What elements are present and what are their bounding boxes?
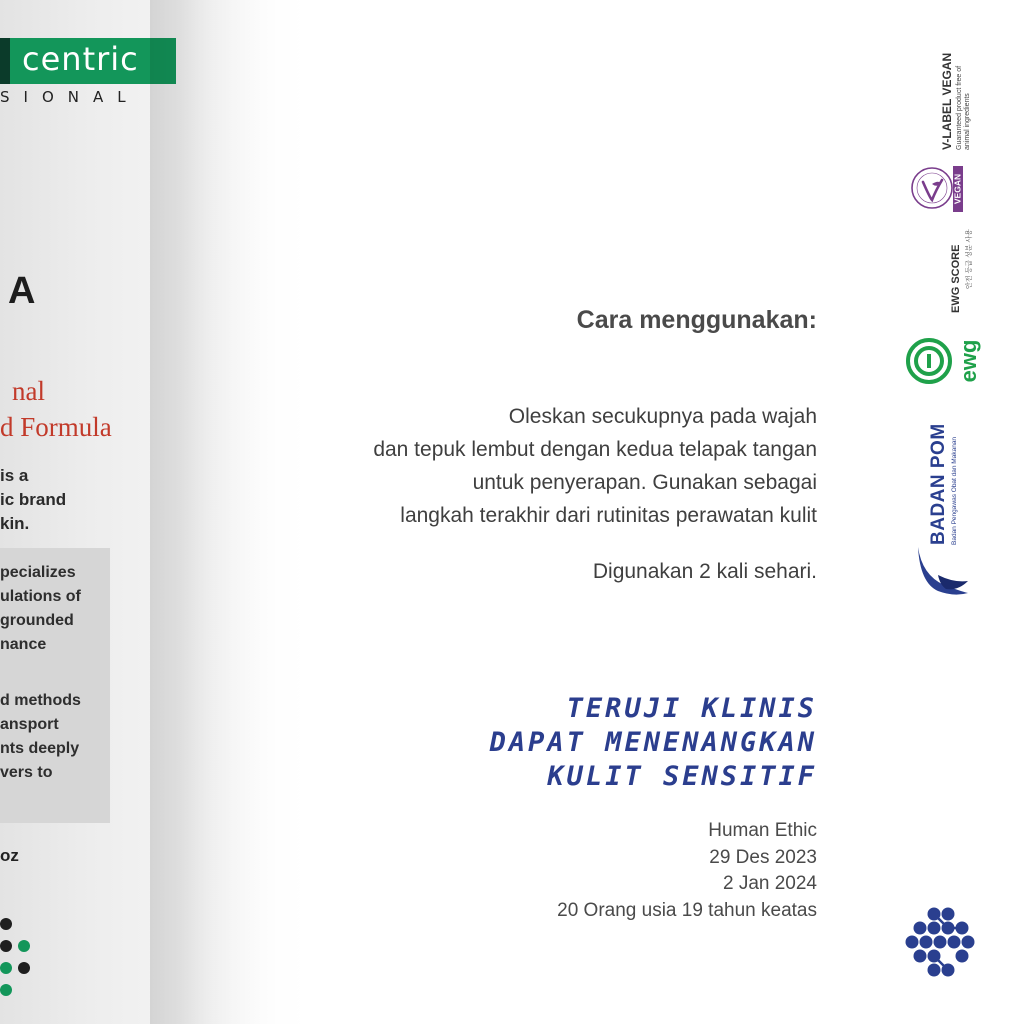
tube-red-line: d Formula xyxy=(0,412,112,442)
tube-red-line: nal xyxy=(12,376,45,406)
clinical-claim-line: DAPAT MENENANGKAN xyxy=(489,727,817,758)
test-detail-line: 2 Jan 2024 xyxy=(722,873,817,894)
tube-dot xyxy=(18,962,30,974)
vegan-badge-sub-line: Guaranteed product free of xyxy=(956,65,963,150)
clinical-claim-line: KULIT SENSITIF xyxy=(547,761,817,792)
tube-dot xyxy=(18,940,30,952)
vegan-badge-sub-line: animal ingredients xyxy=(964,93,971,150)
tube-box-line: d methods xyxy=(0,692,81,709)
how-to-use-title: Cara menggunakan: xyxy=(576,306,817,334)
vegan-badge-title: V-LABEL VEGAN xyxy=(940,52,954,150)
tube-box-line: grounded xyxy=(0,612,74,629)
tube-box-line: ansport xyxy=(0,716,59,733)
tube-box-line: ulations of xyxy=(0,588,81,605)
ewg-logo-icon xyxy=(904,336,982,386)
tube-text-line: is a xyxy=(0,466,29,485)
bpom-badge-title: BADAN POM xyxy=(928,423,949,545)
bpom-swoosh-icon xyxy=(914,545,970,597)
clinical-claim-line: TERUJI KLINIS xyxy=(566,693,817,724)
tube-text-line: ic brand xyxy=(0,490,67,509)
test-detail-line: 29 Des 2023 xyxy=(709,846,817,868)
bpom-badge-subtitle: Badan Pengawas Obat dan Makanan xyxy=(951,436,958,545)
tube-brand-word: centric xyxy=(22,40,139,78)
product-tube-image xyxy=(0,0,300,1024)
brand-dots-logo-icon xyxy=(904,904,980,980)
tube-text-line: kin. xyxy=(0,514,30,533)
tube-dot xyxy=(0,940,12,952)
ewg-badge-title: EWG SCORE xyxy=(950,244,962,313)
clinical-claim xyxy=(490,692,817,794)
tube-size-text: oz xyxy=(0,846,19,865)
tube-brand-subline: SIONAL xyxy=(0,88,140,106)
tube-box-line: pecializes xyxy=(0,564,76,581)
tube-info-box xyxy=(0,548,110,823)
vegan-badge-subtitle xyxy=(956,66,972,150)
vegan-seal-text: VEGAN xyxy=(952,173,963,205)
tube-dot xyxy=(0,984,12,996)
how-to-use-instructions xyxy=(257,400,817,532)
tube-box-line: nance xyxy=(0,636,47,653)
tube-box-line: nts deeply xyxy=(0,740,80,757)
test-details xyxy=(557,818,817,924)
tube-brand-dark-strip xyxy=(0,38,10,84)
instruction-line: dan tepuk lembut dengan kedua telapak tangan xyxy=(373,438,817,461)
tube-product-letter: A xyxy=(8,270,36,312)
tube-box-line: vers to xyxy=(0,764,53,781)
instruction-line: langkah terakhir dari rutinitas perawatan kulit xyxy=(400,504,817,527)
usage-frequency: Digunakan 2 kali sehari. xyxy=(592,560,817,583)
ewg-badge-subtitle: 안전 등급 성분 사용 xyxy=(966,229,973,289)
instruction-line: Oleskan secukupnya pada wajah xyxy=(508,405,817,428)
tube-dot xyxy=(0,962,12,974)
vegan-seal-icon xyxy=(910,160,964,216)
ewg-logo-text: ewg xyxy=(955,339,981,383)
test-detail-line: Human Ethic xyxy=(708,820,817,841)
instruction-line: untuk penyerapan. Gunakan sebagai xyxy=(472,471,817,494)
tube-dot xyxy=(0,918,12,930)
test-detail-line: 20 Orang usia 19 tahun keatas xyxy=(557,899,817,921)
